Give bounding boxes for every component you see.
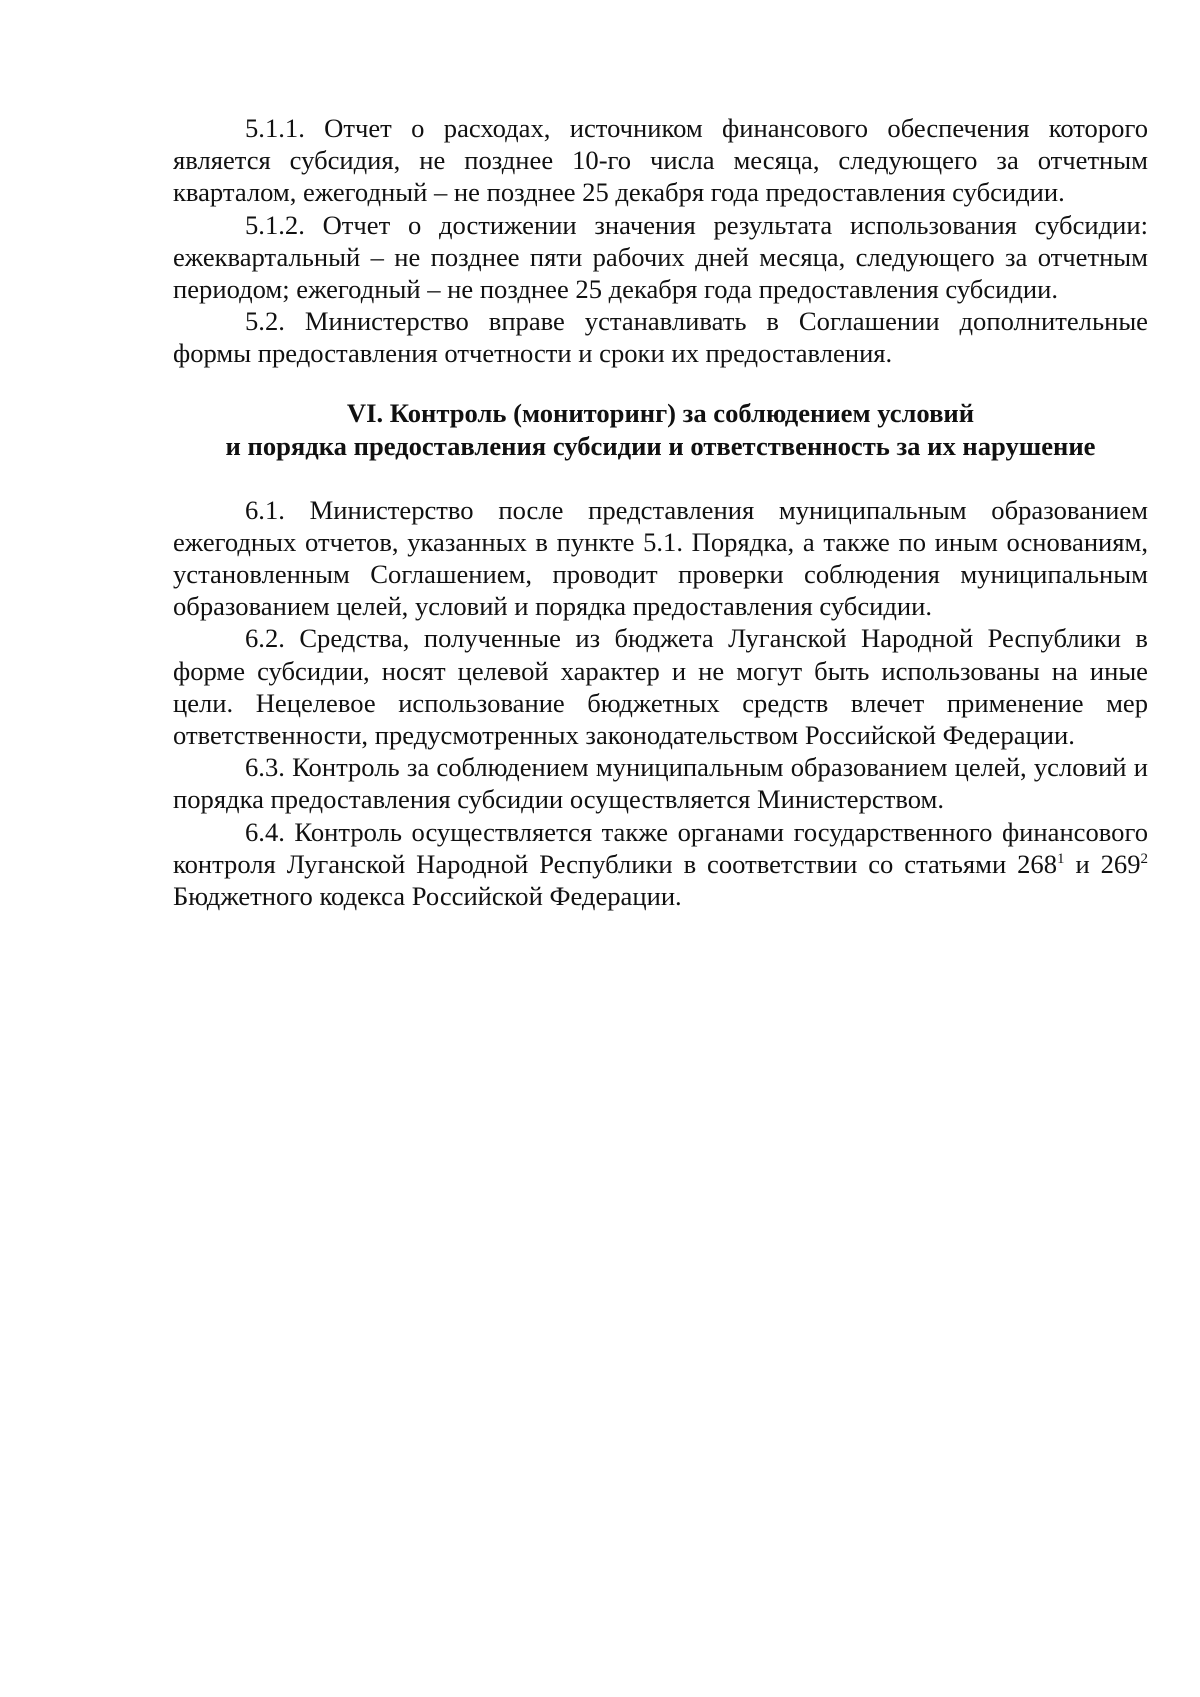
paragraph-6-4-text-part2: и 269 bbox=[1064, 848, 1141, 879]
paragraph-6-1: 6.1. Министерство после представления муниципальным образованием ежегодных отчетов, указанных в пункте 5.1. Порядка, а также по иным основаниям, установленным Соглашением, проводит проверки соблюдения муниципальным образованием целей, условий и порядка предоставления субсидии. bbox=[173, 494, 1148, 622]
paragraph-5-1-2: 5.1.2. Отчет о достижении значения результата использования субсидии: ежеквартальный – не позднее пяти рабочих дней месяца, следующего за отчетным периодом; ежегодный – не позднее 25 декабря года предоставления субсидии. bbox=[173, 209, 1148, 305]
document-page bbox=[173, 112, 1148, 912]
paragraph-6-3: 6.3. Контроль за соблюдением муниципальным образованием целей, условий и порядка предоставления субсидии осуществляется Министерством. bbox=[173, 752, 1148, 815]
section-6-heading bbox=[173, 397, 1148, 463]
paragraph-6-4 bbox=[173, 816, 1148, 913]
paragraph-5-2: 5.2. Министерство вправе устанавливать в Соглашении дополнительные формы предоставления отчетности и сроки их предоставления. bbox=[173, 306, 1148, 369]
superscript-2: 2 bbox=[1140, 851, 1148, 867]
paragraph-6-4-text-part3: Бюджетного кодекса Российской Федерации. bbox=[173, 881, 682, 912]
paragraph-5-1-1: 5.1.1. Отчет о расходах, источником финансового обеспечения которого является субсидия, не позднее 10-го числа месяца, следующего за отчетным кварталом, ежегодный – не позднее 25 декабря года предоставления субсидии. bbox=[173, 113, 1148, 208]
section-6-heading-line2: и порядка предоставления субсидии и ответственность за их нарушение bbox=[225, 430, 1096, 461]
paragraph-6-2: 6.2. Средства, полученные из бюджета Луганской Народной Республики в форме субсидии, носят целевой характер и не могут быть использованы на иные цели. Нецелевое использование бюджетных средств влечет применение мер ответственности, предусмотренных законодательством Российской Федерации. bbox=[173, 623, 1148, 751]
superscript-1: 1 bbox=[1057, 851, 1065, 867]
section-6-heading-line1: VI. Контроль (мониторинг) за соблюдением условий bbox=[346, 397, 975, 428]
paragraph-6-4-text-part1: 6.4. Контроль осуществляется также органами государственного финансового контроля Луганской Народной Республики в соответствии со статьями 268 bbox=[173, 816, 1148, 879]
